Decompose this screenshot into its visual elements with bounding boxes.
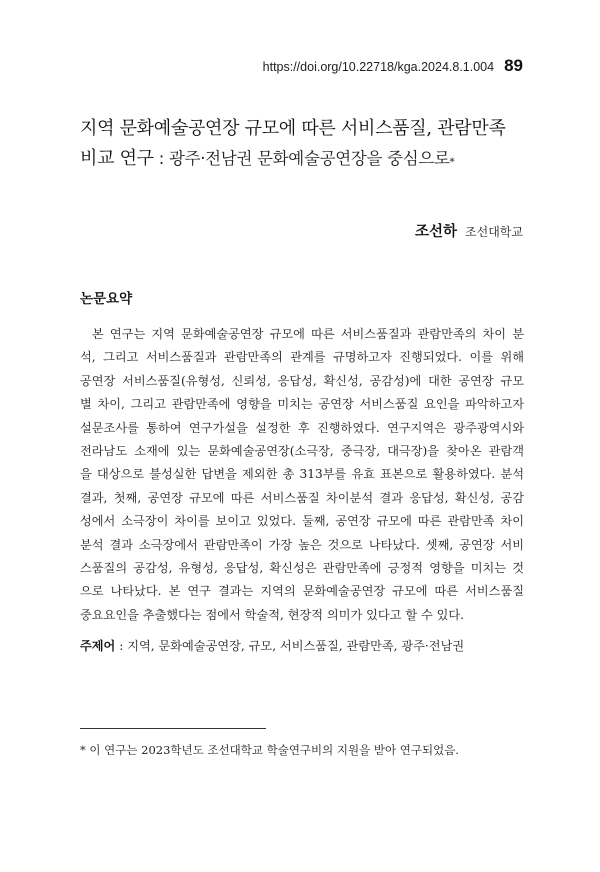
abstract-line: 분석 결과 소극장에서 관람만족이 가장 높은 것으로 나타났다. 셋째, 공연장 서비 <box>80 537 524 552</box>
paper-title <box>80 114 530 178</box>
title-subtitle: 광주·전남권 문화예술공연장을 중심으로 <box>168 149 450 168</box>
footnote-mark: * <box>449 157 455 168</box>
abstract-line: 공연장 서비스품질(유형성, 신뢰성, 응답성, 확신성, 공감성)에 대한 공연장 규모 <box>80 373 524 388</box>
title-line-2-main: 비교 연구 <box>80 148 154 169</box>
abstract-line: 을 대상으로 불성실한 답변을 제외한 총 313부를 유효 표본으로 활용하였다. 분석 <box>80 467 524 482</box>
abstract-line: 석, 그리고 서비스품질과 관람만족의 관계를 규명하고자 진행되었다. 이를 위해 <box>80 350 524 365</box>
abstract-line: 중요요인을 추출했다는 점에서 학술적, 현장적 의미가 있다고 할 수 있다. <box>80 607 465 622</box>
page-number: 89 <box>504 56 523 75</box>
title-line-1: 지역 문화예술공연장 규모에 따른 서비스품질, 관람만족 <box>80 118 506 139</box>
abstract-line: 설문조사를 통하여 연구가설을 설정한 후 진행하였다. 연구지역은 광주광역시와 <box>80 420 524 435</box>
title-line-2 <box>80 144 530 178</box>
keywords-label: 주제어 <box>80 639 116 653</box>
abstract-line: 전라남도 소재에 있는 문화예술공연장(소극장, 중극장, 대극장)을 찾아온 관람객 <box>80 443 524 458</box>
keywords <box>80 637 464 654</box>
abstract-heading: 논문요약 <box>80 291 133 307</box>
abstract-line: 성에서 소극장이 차이를 보이고 있었다. 둘째, 공연장 규모에 따른 관람만족 차이 <box>80 514 524 529</box>
abstract-body <box>80 323 524 627</box>
running-header <box>263 56 523 78</box>
author-block <box>415 220 523 241</box>
keywords-separator: : <box>115 639 128 653</box>
abstract-line: 별 차이, 그리고 관람만족에 영향을 미치는 공연장 서비스품질 요인을 파악하고자 <box>80 397 524 412</box>
footnote: * 이 연구는 2023학년도 조선대학교 학술연구비의 지원을 받아 연구되었음. <box>80 743 459 757</box>
title-separator: : <box>153 149 169 168</box>
doi-link[interactable]: https://doi.org/10.22718/kga.2024.8.1.004 <box>262 60 495 74</box>
abstract-line: 결과, 첫째, 공연장 규모에 따른 서비스품질 차이분석 결과 응답성, 확신성, 공감 <box>80 490 524 505</box>
abstract-line: 으로 나타났다. 본 연구 결과는 지역의 문화예술공연장 규모에 따른 서비스품질 <box>80 584 524 599</box>
abstract-line: 본 연구는 지역 문화예술공연장 규모에 따른 서비스품질과 관람만족의 차이 분 <box>92 327 524 341</box>
keywords-text: 지역, 문화예술공연장, 규모, 서비스품질, 관람만족, 광주·전남권 <box>127 639 465 653</box>
footnote-divider <box>80 728 266 729</box>
abstract-line: 스품질의 공감성, 유형성, 응답성, 확신성은 관람만족에 긍정적 영향을 미치는 것 <box>80 560 524 575</box>
author-affiliation: 조선대학교 <box>465 225 523 239</box>
author-name: 조선하 <box>415 224 458 240</box>
